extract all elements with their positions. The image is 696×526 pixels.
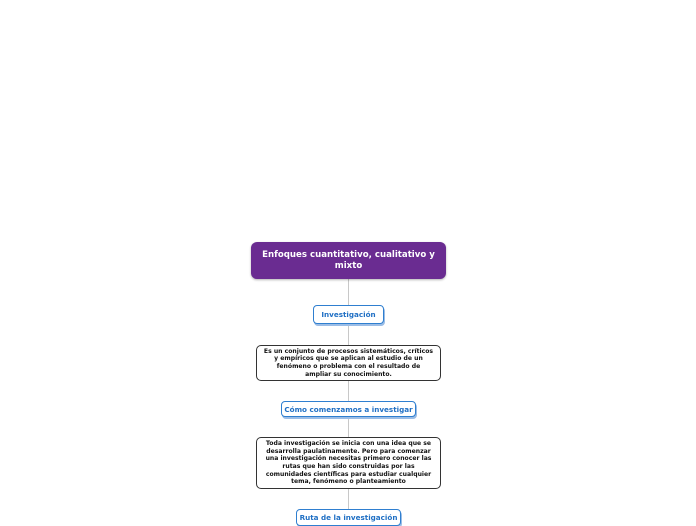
connector-definition-to-como <box>348 381 349 402</box>
idea-node[interactable] <box>256 437 441 489</box>
definition-node[interactable] <box>256 345 441 381</box>
topic-ruta-investigacion[interactable] <box>296 509 401 526</box>
root-node[interactable] <box>251 242 446 279</box>
connector-root-to-investigacion <box>348 279 349 306</box>
topic-como-comenzamos-label: Cómo comenzamos a investigar <box>284 404 413 414</box>
topic-investigacion[interactable] <box>313 305 384 324</box>
connector-como-to-idea <box>348 417 349 438</box>
connector-investigacion-to-definition <box>348 324 349 346</box>
idea-node-label: Toda investigación se inicia con una idea que se desarrolla paulatinamente. Pero para comenzar una investigación necesitas primero conocer las rutas que han sido construidas por las comunidades científicas para estudiar cualquier tema, fenómeno o planteamiento <box>265 440 432 486</box>
topic-como-comenzamos[interactable] <box>281 401 416 417</box>
topic-ruta-investigacion-label: Ruta de la investigación <box>299 513 398 522</box>
definition-node-label: Es un conjunto de procesos sistemáticos, críticos y empíricos que se aplican al estudio de un fenómeno o problema con el resultado de ampliar su conocimiento. <box>263 347 434 378</box>
connector-idea-to-ruta <box>348 489 349 510</box>
root-node-label: Enfoques cuantitativo, cualitativo y mixto <box>262 250 435 271</box>
topic-investigacion-label: Investigación <box>321 310 376 319</box>
